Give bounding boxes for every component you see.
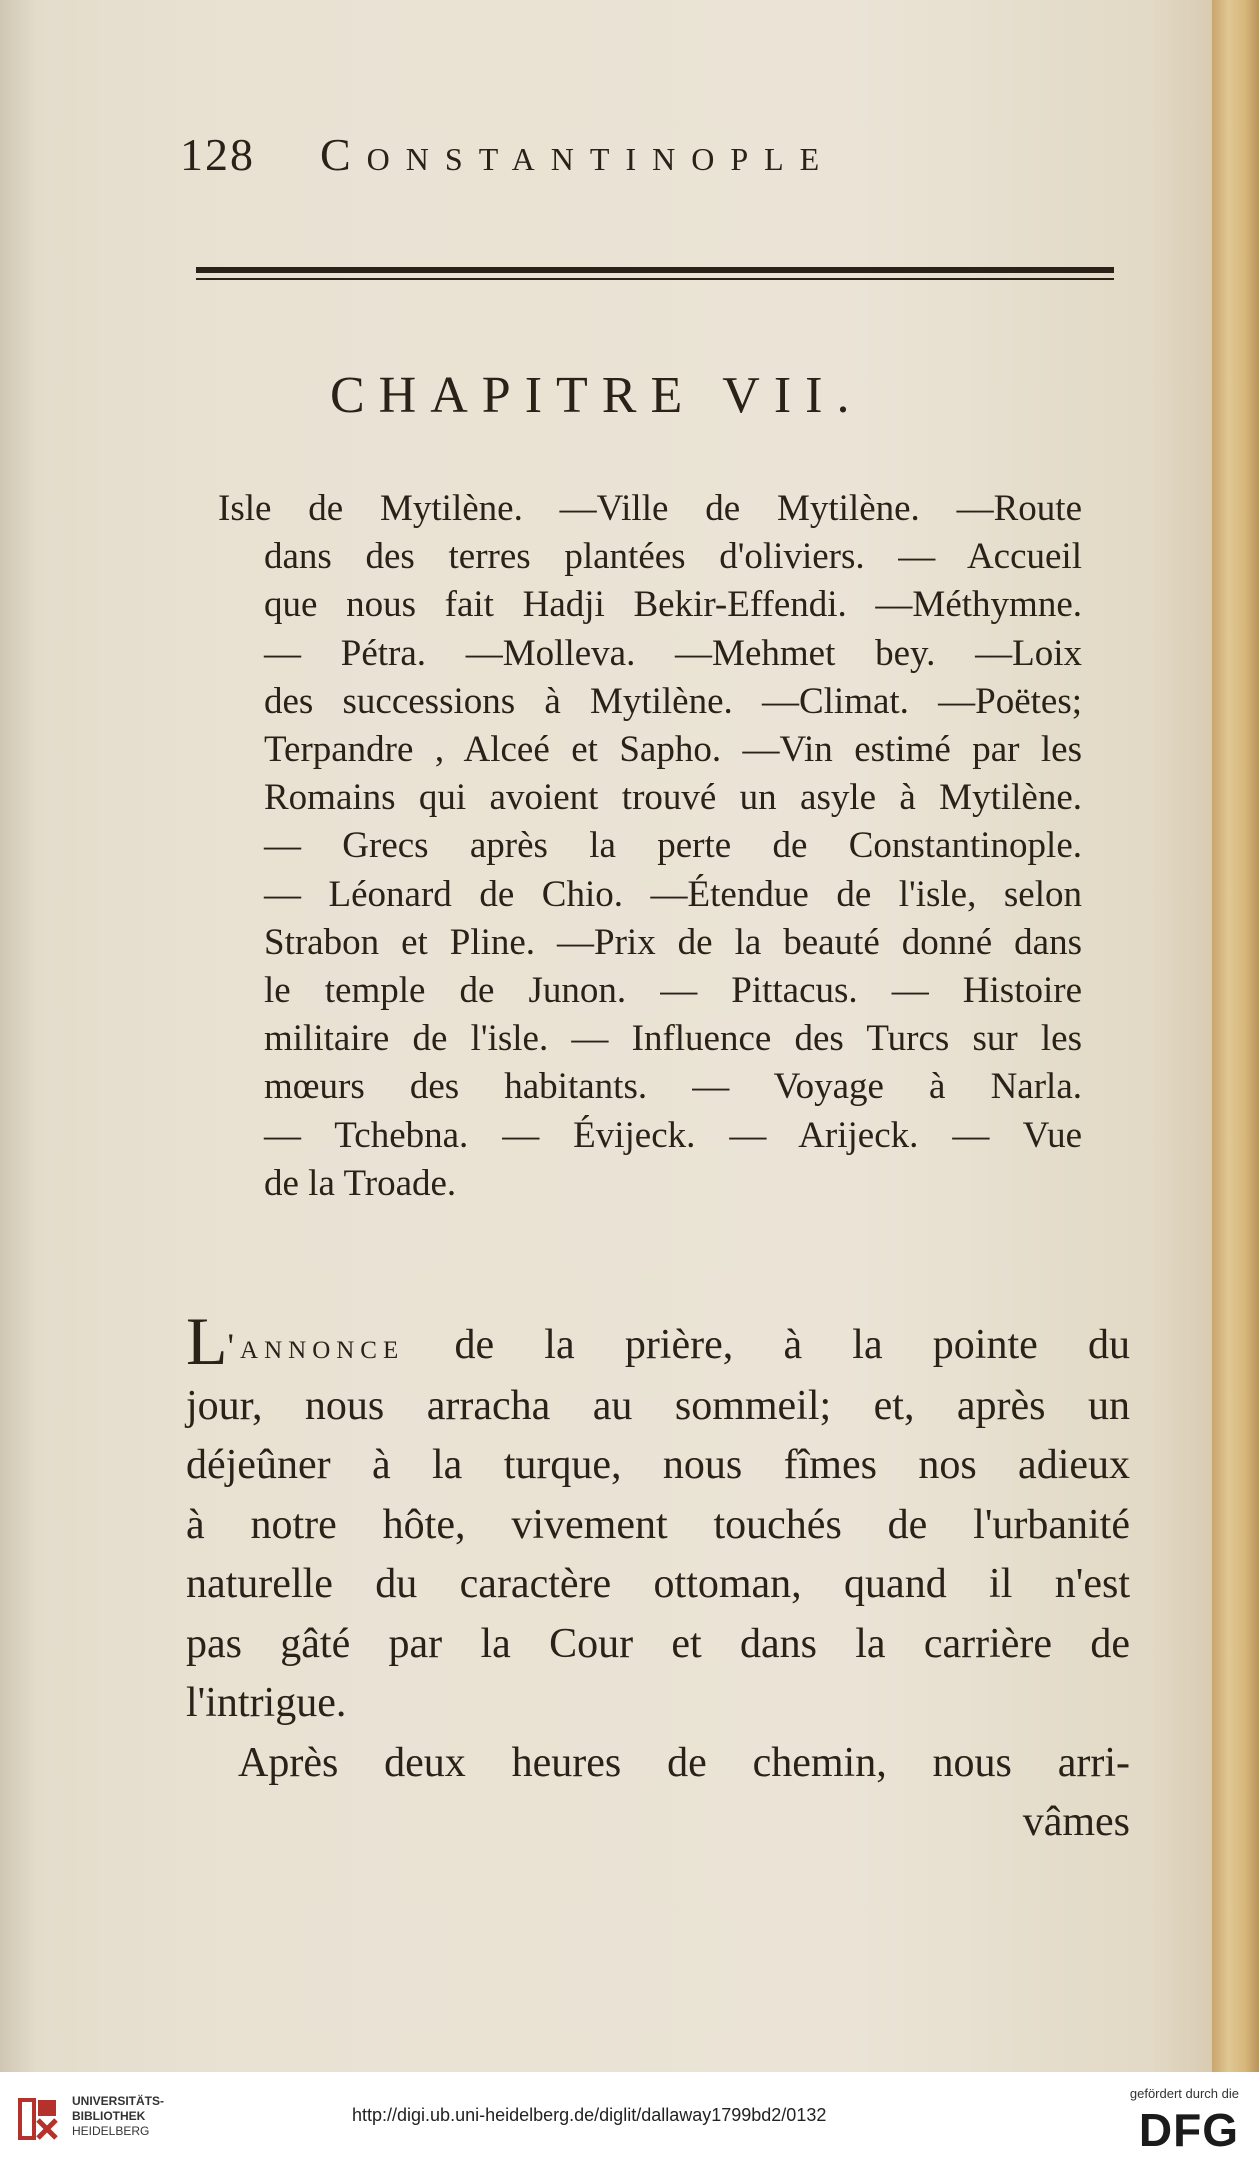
summary-line: — Pétra. —Molleva. —Mehmet bey. —Loix <box>264 632 1082 674</box>
summary-line: — Tchebna. — Évijeck. — Arijeck. — Vue <box>264 1114 1082 1156</box>
viewer-footer <box>0 2072 1259 2164</box>
summary-line: de la Troade. <box>264 1162 457 1204</box>
summary-line: Romains qui avoient trouvé un asyle à Mytilène. <box>264 777 1082 819</box>
summary-line: que nous fait Hadji Bekir-Effendi. —Méthymne. <box>264 584 1082 626</box>
library-name-line: UNIVERSITÄTS- <box>72 2094 165 2108</box>
first-line-text: de la prière, à la pointe du <box>404 1322 1130 1368</box>
double-rule <box>196 267 1114 283</box>
body-line: à notre hôte, vivement touchés de l'urbanité <box>186 1501 1130 1548</box>
dfg-logo: DFG <box>1138 2104 1239 2156</box>
summary-line: mœurs des habitants. — Voyage à Narla. <box>264 1066 1082 1108</box>
running-head-title: Constantinople <box>320 129 836 180</box>
body-text <box>186 1303 1130 1853</box>
body-first-line <box>186 1303 1130 1379</box>
university-logo-icon <box>14 2094 62 2144</box>
summary-line: — Grecs après la perte de Constantinople. <box>264 825 1082 867</box>
summary-line: Strabon et Pline. —Prix de la beauté donné dans <box>264 921 1082 963</box>
running-head <box>180 128 1000 188</box>
thin-rule-line <box>196 278 1114 280</box>
library-name <box>72 2094 164 2139</box>
chapter-summary <box>218 485 1082 1208</box>
drop-cap: L <box>186 1303 228 1379</box>
body-line: déjeûner à la turque, nous fîmes nos adieux <box>186 1442 1130 1488</box>
summary-line: Isle de Mytilène. —Ville de Mytilène. —Route <box>218 488 1082 529</box>
paragraph-two-line: Après deux heures de chemin, nous arri- <box>238 1739 1130 1786</box>
summary-line: dans des terres plantées d'oliviers. — Accueil <box>264 536 1082 578</box>
body-line: l'intrigue. <box>186 1680 347 1726</box>
page-number: 128 <box>180 129 255 180</box>
summary-line: le temple de Junon. — Pittacus. — Histoire <box>264 970 1082 1012</box>
chapter-title: CHAPITRE VII. <box>330 367 864 424</box>
summary-line: des successions à Mytilène. —Climat. —Poëtes; <box>264 680 1082 722</box>
thick-rule-line <box>196 267 1114 273</box>
permalink-url[interactable]: http://digi.ub.uni-heidelberg.de/diglit/dallaway1799bd2/0132 <box>352 2105 827 2125</box>
page-edge <box>1212 0 1259 2072</box>
summary-line: Terpandre , Alceé et Sapho. —Vin estimé par les <box>264 729 1082 771</box>
catchword: vâmes <box>1022 1799 1130 1845</box>
summary-line: — Léonard de Chio. —Étendue de l'isle, selon <box>264 873 1082 915</box>
funding-note: gefördert durch die <box>1129 2086 1239 2101</box>
library-name-line: HEIDELBERG <box>72 2124 150 2138</box>
lead-small-caps: 'annonce <box>227 1326 405 1366</box>
body-line: jour, nous arracha au sommeil; et, après un <box>186 1382 1130 1429</box>
library-name-line: BIBLIOTHEK <box>72 2109 146 2123</box>
summary-line: militaire de l'isle. — Influence des Turcs sur les <box>264 1018 1082 1060</box>
body-line: pas gâté par la Cour et dans la carrière de <box>186 1620 1130 1667</box>
body-line: naturelle du caractère ottoman, quand il n'est <box>186 1561 1130 1607</box>
